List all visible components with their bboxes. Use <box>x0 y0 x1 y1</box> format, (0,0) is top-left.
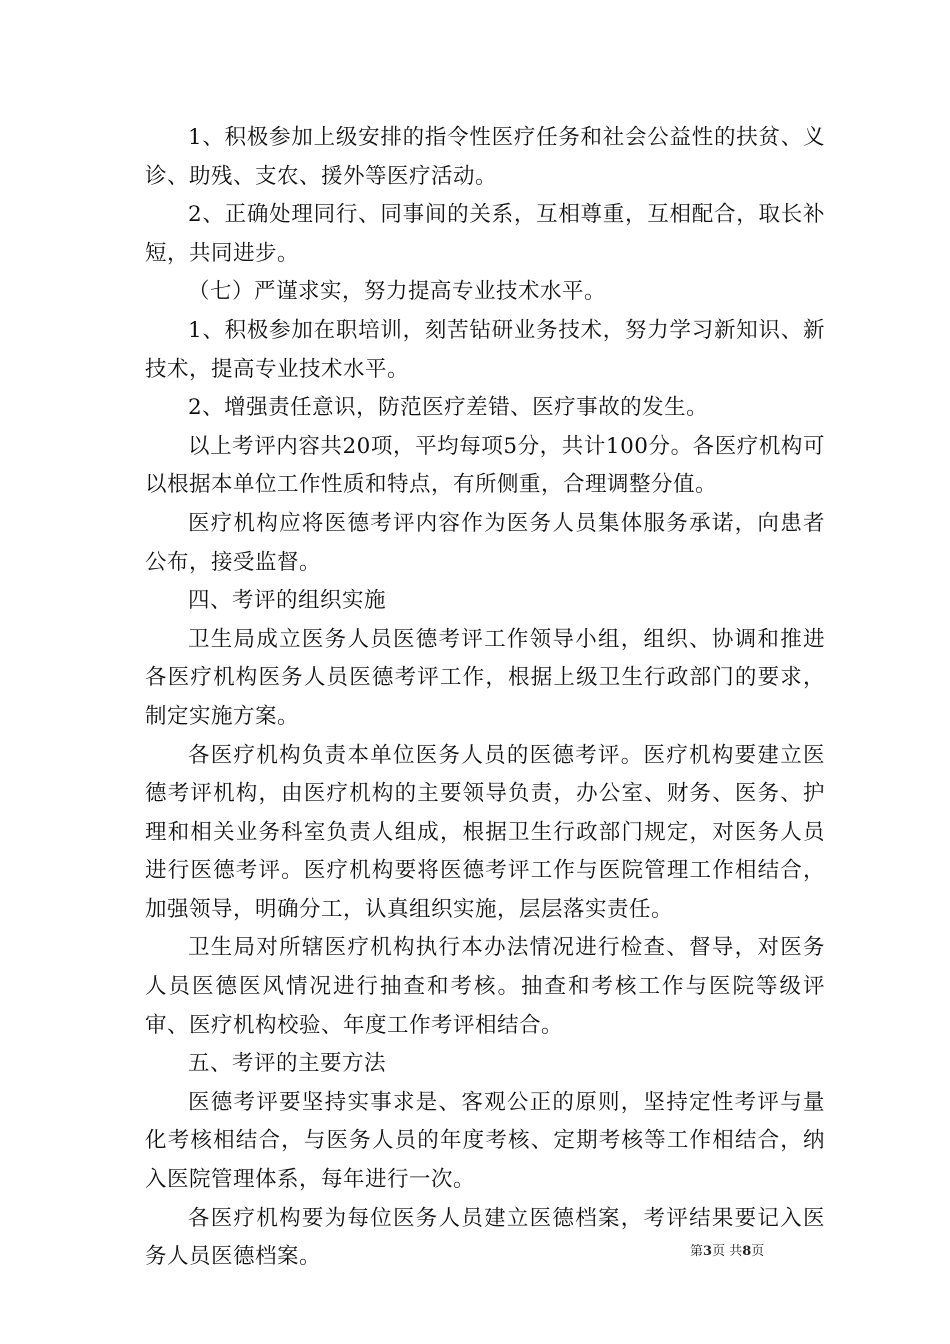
section-subheading: （七）严谨求实，努力提高专业技术水平。 <box>188 279 607 305</box>
footer-prefix: 第 <box>690 1244 704 1259</box>
paragraph: 医疗机构应将医德考评内容作为医务人员集体服务承诺，向患者公布，接受监督。 <box>145 510 825 575</box>
section-heading: 四、考评的组织实施 <box>188 588 387 614</box>
paragraph: 1、积极参加在职培训，刻苦钻研业务技术，努力学习新知识、新技术，提高专业技术水平。 <box>145 317 825 382</box>
paragraph: 1、积极参加上级安排的指令性医疗任务和社会公益性的扶贫、义诊、助残、支农、援外等医疗活动。 <box>145 125 825 189</box>
section-heading: 五、考评的主要方法 <box>188 1051 387 1077</box>
paragraph: 2、增强责任意识，防范医疗差错、医疗事故的发生。 <box>188 395 709 421</box>
footer-suffix: 页 <box>751 1244 765 1259</box>
total-pages-number: 8 <box>742 1244 752 1259</box>
page-number-footer <box>690 1240 820 1259</box>
footer-middle: 页 共 <box>712 1244 743 1259</box>
paragraph: 卫生局对所辖医疗机构执行本办法情况进行检查、督导，对医务人员医德医风情况进行抽查和考核。抽查和考核工作与医院等级评审、医疗机构校验、年度工作考评相结合。 <box>145 935 825 1038</box>
paragraph: 卫生局成立医务人员医德考评工作领导小组，组织、协调和推进各医疗机构医务人员医德考评工作，根据上级卫生行政部门的要求，制定实施方案。 <box>145 626 825 729</box>
paragraph: 各医疗机构要为每位医务人员建立医德档案，考评结果要记入医务人员医德档案。 <box>145 1205 825 1270</box>
paragraph: 医德考评要坚持实事求是、客观公正的原则，坚持定性考评与量化考核相结合，与医务人员的年度考核、定期考核等工作相结合，纳入医院管理体系，每年进行一次。 <box>145 1089 825 1193</box>
paragraph: 2、正确处理同行、同事间的关系，互相尊重，互相配合，取长补短，共同进步。 <box>145 202 825 266</box>
paragraph: 各医疗机构负责本单位医务人员的医德考评。医疗机构要建立医德考评机构，由医疗机构的主要领导负责，办公室、财务、医务、护理和相关业务科室负责人组成，根据卫生行政部门规定，对医务人员进行医德考评。医疗机构要将医德考评工作与医院管理工作相结合，加强领导，明确分工，认真组织实施，层层落实责任。 <box>145 742 825 922</box>
document-body <box>145 119 825 1277</box>
paragraph: 以上考评内容共20项，平均每项5分，共计100分。各医疗机构可以根据本单位工作性质和特点，有所侧重，合理调整分值。 <box>145 433 825 498</box>
current-page-number: 3 <box>703 1244 713 1259</box>
